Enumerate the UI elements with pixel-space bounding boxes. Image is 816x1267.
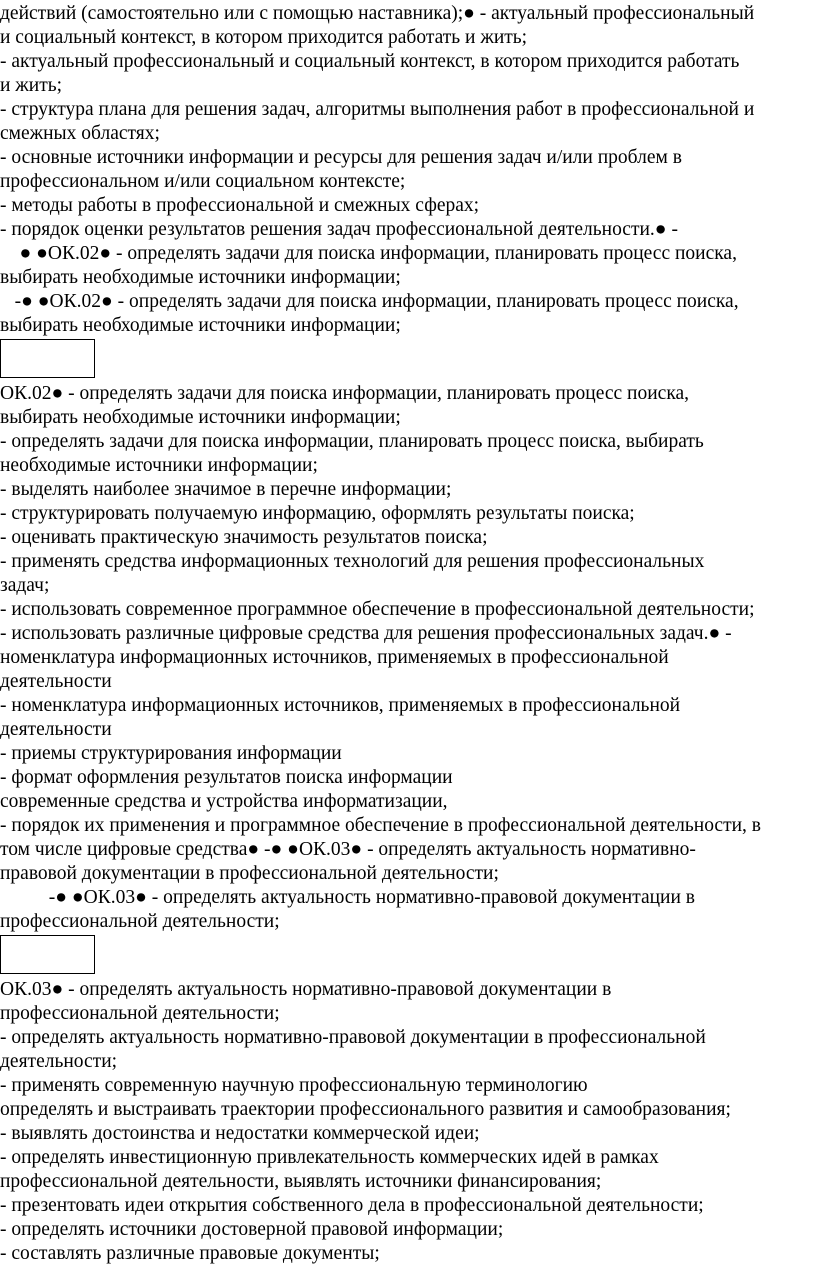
text-line: профессиональной деятельности; (0, 911, 280, 932)
text-line: - определять источники достоверной правовой информации; (0, 1219, 504, 1240)
text-line: - порядок оценки результатов решения задач профессиональной деятельности.● - (0, 219, 678, 240)
text-line: -● ●ОК.03● - определять актуальность нормативно-правовой документации в (0, 887, 695, 908)
text-line: - основные источники информации и ресурсы для решения задач и/или проблем в (0, 147, 682, 168)
text-line: правовой документации в профессиональной деятельности; (0, 863, 499, 884)
text-line: - порядок их применения и программное обеспечение в профессиональной деятельности, в (0, 815, 761, 836)
text-line: - выявлять достоинства и недостатки коммерческой идеи; (0, 1123, 480, 1144)
text-line: - методы работы в профессиональной и смежных сферах; (0, 195, 480, 216)
text-line: профессиональной деятельности, выявлять источники финансирования; (0, 1171, 602, 1192)
text-line: задач; (0, 575, 50, 596)
text-line: - определять задачи для поиска информации, планировать процесс поиска, выбирать (0, 431, 704, 452)
text-line: определять и выстраивать траектории профессионального развития и самообразования; (0, 1099, 731, 1120)
text-line: - презентовать идеи открытия собственного дела в профессиональной деятельности; (0, 1195, 704, 1216)
text-line: необходимые источники информации; (0, 455, 318, 476)
text-line: - оценивать практическую значимость результатов поиска; (0, 527, 488, 548)
text-line: современные средства и устройства информатизации, (0, 791, 448, 812)
text-line: - использовать различные цифровые средства для решения профессиональных задач.● - (0, 623, 732, 644)
text-line: - структура плана для решения задач, алгоритмы выполнения работ в профессиональной и (0, 99, 755, 120)
text-line: - формат оформления результатов поиска информации (0, 767, 453, 788)
text-line: - номенклатура информационных источников, применяемых в профессиональной (0, 695, 681, 716)
text-line: профессиональном и/или социальном контексте; (0, 171, 406, 192)
text-line: ● ●ОК.02● - определять задачи для поиска информации, планировать процесс поиска, (0, 243, 737, 264)
text-line: том числе цифровые средства● -● ●ОК.03● - определять актуальность нормативно- (0, 839, 696, 860)
text-line: - определять актуальность нормативно-правовой документации в профессиональной (0, 1027, 706, 1048)
text-line: выбирать необходимые источники информации; (0, 315, 401, 336)
text-line: выбирать необходимые источники информации; (0, 267, 401, 288)
text-line: и социальный контекст, в котором приходится работать и жить; (0, 27, 528, 48)
text-line: профессиональной деятельности; (0, 1003, 280, 1024)
text-line: - приемы структурирования информации (0, 743, 342, 764)
text-line: выбирать необходимые источники информации; (0, 407, 401, 428)
text-line: - определять инвестиционную привлекательность коммерческих идей в рамках (0, 1147, 659, 1168)
text-line: - выделять наиболее значимое в перечне информации; (0, 479, 452, 500)
empty-box (0, 339, 95, 378)
text-line: ОК.03● - определять актуальность нормативно-правовой документации в (0, 979, 612, 1000)
empty-box (0, 935, 95, 974)
text-line: - применять современную научную профессиональную терминологию (0, 1075, 588, 1096)
text-line: - составлять различные правовые документы; (0, 1243, 380, 1264)
text-line: ОК.02● - определять задачи для поиска информации, планировать процесс поиска, (0, 383, 690, 404)
text-line: - актуальный профессиональный и социальный контекст, в котором приходится работать (0, 51, 740, 72)
text-line: смежных областях; (0, 123, 160, 144)
text-line: -● ●ОК.02● - определять задачи для поиска информации, планировать процесс поиска, (0, 291, 739, 312)
text-line: деятельности (0, 671, 112, 692)
text-line: деятельности; (0, 1051, 118, 1072)
text-line: действий (самостоятельно или с помощью наставника);● - актуальный профессиональный (0, 3, 755, 24)
text-line: - использовать современное программное обеспечение в профессиональной деятельности; (0, 599, 755, 620)
text-line: - применять средства информационных технологий для решения профессиональных (0, 551, 705, 572)
text-line: номенклатура информационных источников, применяемых в профессиональной (0, 647, 669, 668)
text-line: и жить; (0, 75, 63, 96)
text-line: - структурировать получаемую информацию, оформлять результаты поиска; (0, 503, 635, 524)
text-line: деятельности (0, 719, 112, 740)
